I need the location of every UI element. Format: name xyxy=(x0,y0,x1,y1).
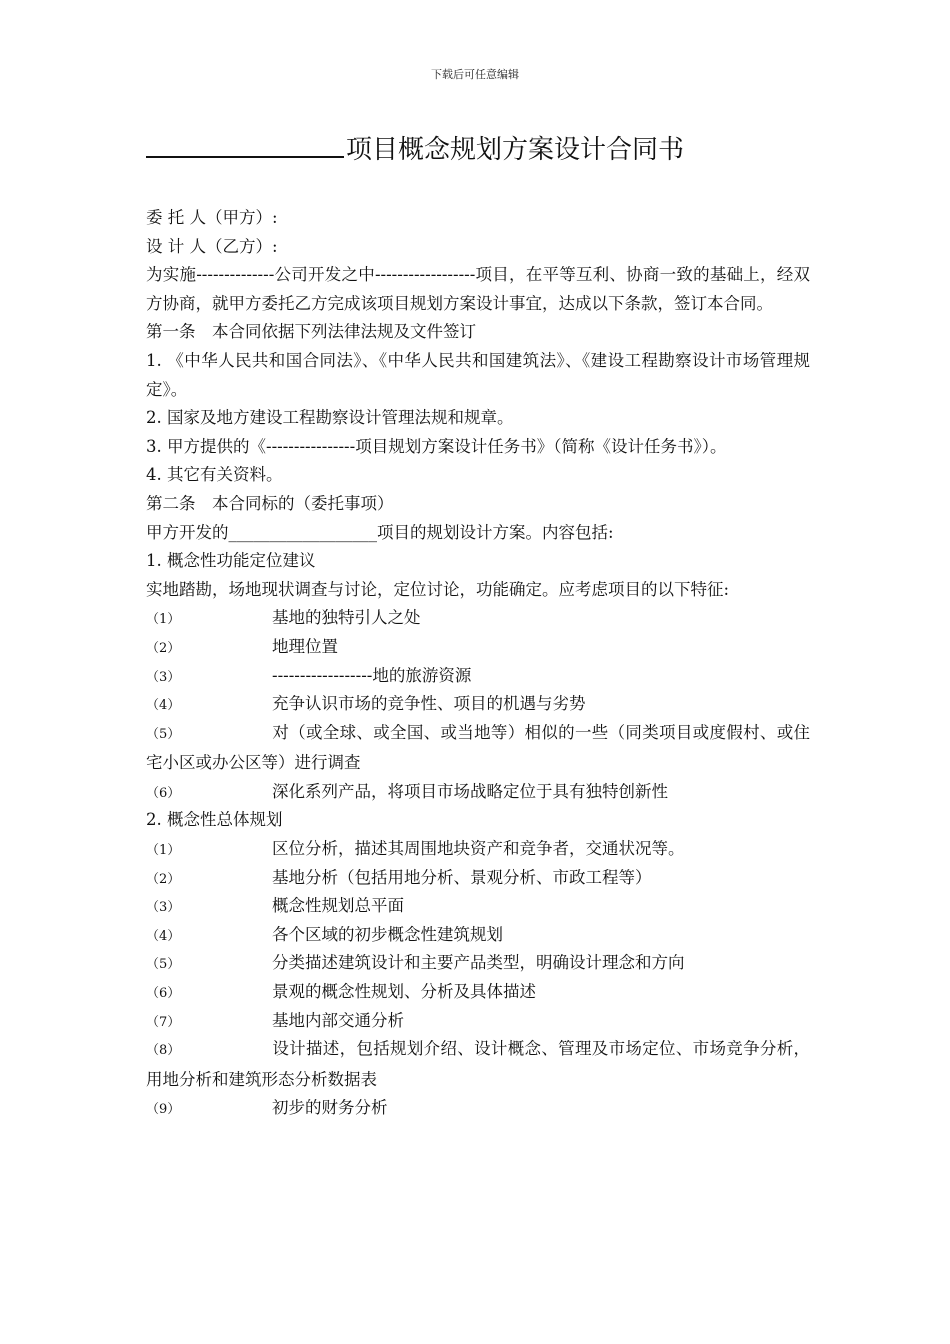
article1-item-3-blank: ---------------- xyxy=(266,436,356,456)
item-number: （5） xyxy=(146,957,181,973)
item-number: （4） xyxy=(146,698,181,714)
item-text: 分类描述建筑设计和主要产品类型，明确设计理念和方向 xyxy=(272,953,685,973)
section2-item xyxy=(146,835,810,864)
title-blank-line xyxy=(146,130,344,158)
intro-paragraph xyxy=(146,261,810,318)
item-text: 基地分析（包括用地分析、景观分析、市政工程等） xyxy=(272,867,652,887)
item-text: 各个区域的初步概念性建筑规划 xyxy=(272,924,503,944)
intro-text-3: 项目，在平等互利、协商一致的基础上，经双方协商，就甲方委托乙方完成该项目规划方案设计事宜，达成以下条款，签订本合同。 xyxy=(146,265,811,313)
item-text: 基地内部交通分析 xyxy=(272,1010,404,1030)
section2-item xyxy=(146,864,810,893)
item-text: 区位分析，描述其周围地块资产和竞争者，交通状况等。 xyxy=(272,839,685,859)
item-number: （3） xyxy=(146,669,181,685)
section2-item xyxy=(146,921,810,950)
section1-item xyxy=(146,633,810,662)
title-text: 项目概念规划方案设计合同书 xyxy=(346,135,685,165)
item-number: （9） xyxy=(146,1102,181,1118)
item-text: 设计描述，包括规划介绍、设计概念、管理及市场定位、市场竞争分析，用地分析和建筑形态分析数据表 xyxy=(146,1039,810,1089)
article2-heading: 第二条 本合同标的（委托事项） xyxy=(146,493,394,513)
section2-item xyxy=(146,1094,810,1123)
section2-item xyxy=(146,1035,810,1094)
section1-desc: 实地踏勘，场地现状调查与讨论，定位讨论，功能确定。应考虑项目的以下特征: xyxy=(146,579,730,599)
item-text: ------------------地的旅游资源 xyxy=(272,665,472,685)
article1-item-3-text-a: 3. 甲方提供的《 xyxy=(146,436,266,456)
section1-item xyxy=(146,604,810,633)
item-number: （4） xyxy=(146,928,181,944)
section2-heading: 2. 概念性总体规划 xyxy=(146,810,283,830)
section2-item xyxy=(146,892,810,921)
item-number: （1） xyxy=(146,612,181,628)
section2-item xyxy=(146,949,810,978)
article2-scope xyxy=(146,519,810,548)
scope-text-a: 甲方开发的 xyxy=(146,522,229,542)
item-number: （6） xyxy=(146,785,181,801)
article1-item-3 xyxy=(146,433,810,462)
article1-item-3-text-b: 项目规划方案设计任务书》（简称《设计任务书》）。 xyxy=(355,436,727,456)
intro-text-1: 为实施 xyxy=(146,265,197,285)
item-text: 深化系列产品，将项目市场战略定位于具有独特创新性 xyxy=(272,781,668,801)
designer-line: 设 计 人（乙方）: xyxy=(146,236,278,256)
item-number: （7） xyxy=(146,1014,181,1030)
client-line: 委 托 人（甲方）: xyxy=(146,208,278,227)
item-text: 充争认识市场的竞争性、项目的机遇与劣势 xyxy=(272,694,586,714)
item-text: 基地的独特引人之处 xyxy=(272,608,421,628)
item-number: （2） xyxy=(146,640,181,656)
article1-item-1: 1. 《中华人民共和国合同法》、《中华人民共和国建筑法》、《建设工程勘察设计市场管理规定》。 xyxy=(146,350,810,399)
scope-blank: __________________ xyxy=(228,522,377,542)
section1-item xyxy=(146,690,810,719)
article1-item-4: 4. 其它有关资料。 xyxy=(146,465,283,485)
section2-item xyxy=(146,978,810,1007)
item-number: （8） xyxy=(146,1043,181,1059)
section1-heading: 1. 概念性功能定位建议 xyxy=(146,551,316,571)
item-text: 初步的财务分析 xyxy=(272,1098,388,1118)
document-title xyxy=(146,130,846,168)
intro-text-2: 公司开发之中 xyxy=(274,265,375,285)
item-text: 地理位置 xyxy=(272,636,338,656)
item-number: （6） xyxy=(146,986,181,1002)
item-number: （5） xyxy=(146,726,181,742)
article1-heading: 第一条 本合同依据下列法律法规及文件签订 xyxy=(146,322,476,342)
item-text: 对（或全球、或全国、或当地等）相似的一些（同类项目或度假村、或住宅小区或办公区等）进行调查 xyxy=(146,722,810,773)
section2-item xyxy=(146,1007,810,1036)
section1-item xyxy=(146,719,810,778)
item-text: 景观的概念性规划、分析及具体描述 xyxy=(272,982,536,1002)
item-number: （3） xyxy=(146,900,181,916)
item-text: 概念性规划总平面 xyxy=(272,896,404,916)
intro-blank-project: ------------------ xyxy=(374,265,476,285)
item-number: （1） xyxy=(146,843,181,859)
intro-blank-company: -------------- xyxy=(196,265,275,285)
contract-body xyxy=(146,204,810,1123)
article1-item-2: 2. 国家及地方建设工程勘察设计管理法规和规章。 xyxy=(146,408,514,428)
section1-item xyxy=(146,662,810,691)
section1-item xyxy=(146,778,810,807)
item-number: （2） xyxy=(146,871,181,887)
scope-text-b: 项目的规划设计方案。内容包括: xyxy=(377,522,614,542)
header-note: 下载后可任意编辑 xyxy=(431,68,519,81)
